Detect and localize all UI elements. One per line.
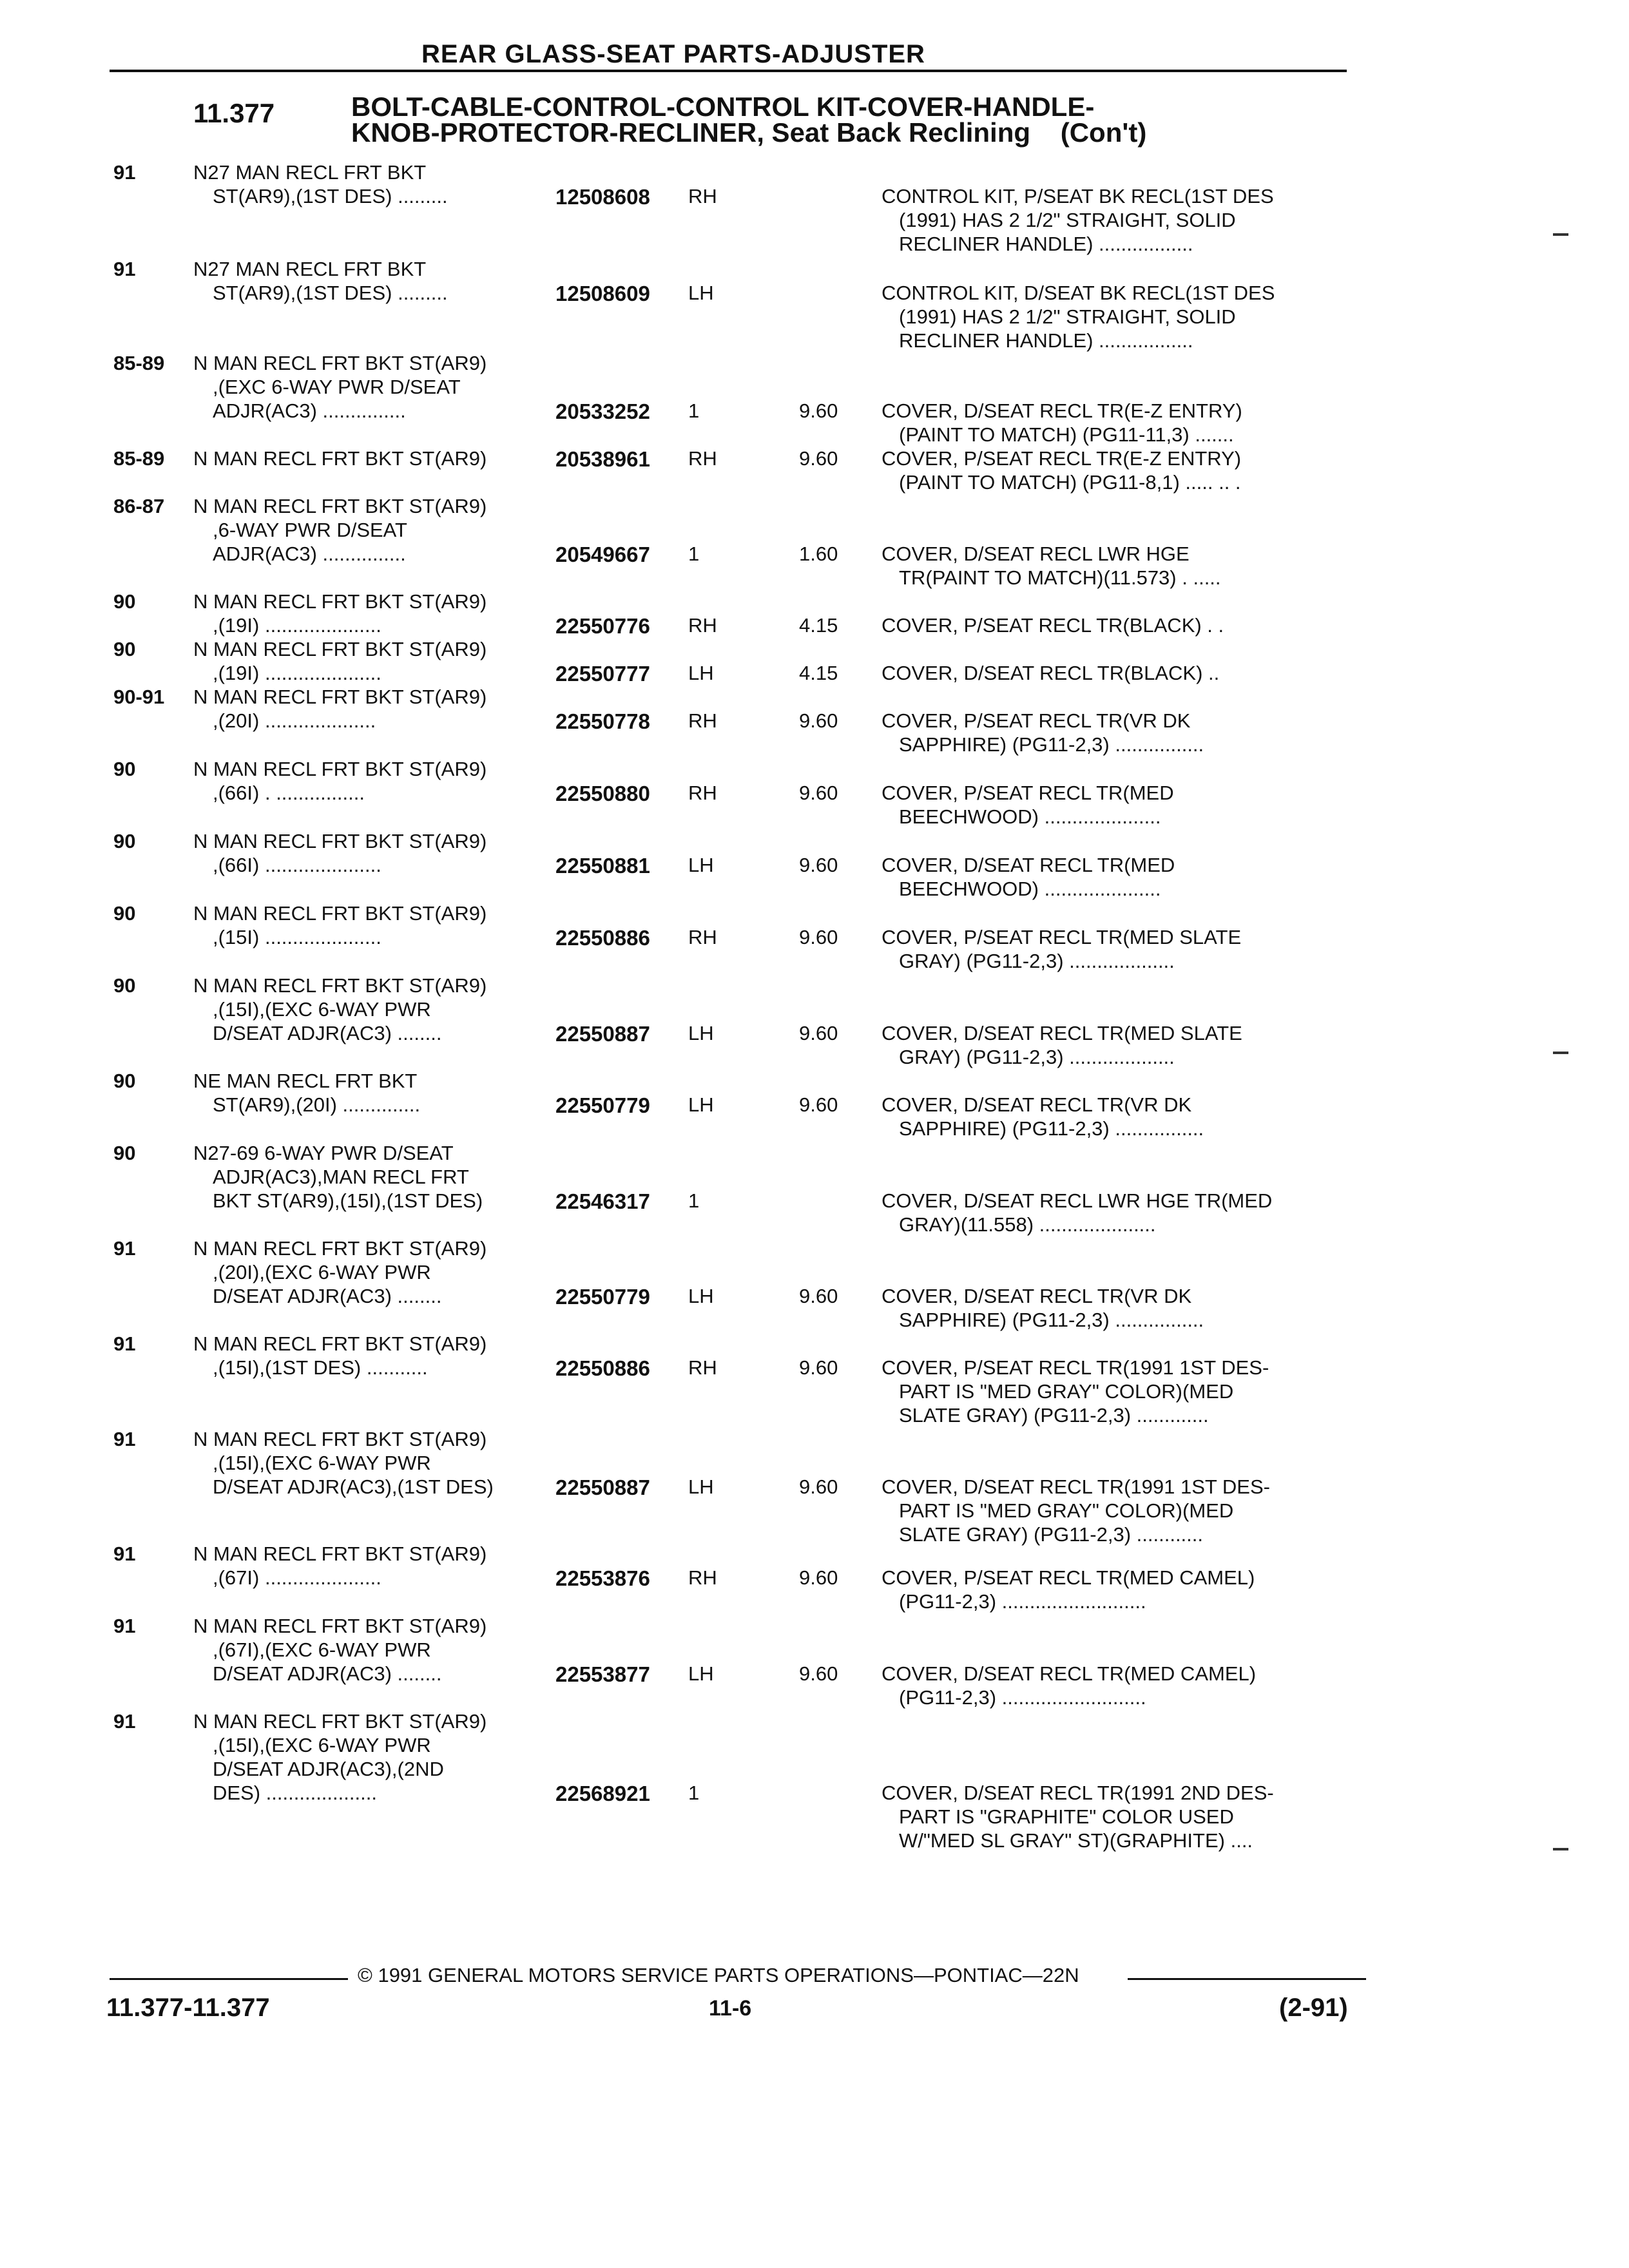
- quantity-side: RH: [688, 447, 717, 470]
- entry-line: [0, 878, 1418, 901]
- application-description: N MAN RECL FRT BKT ST(AR9): [193, 974, 487, 997]
- part-entry: [0, 1615, 1418, 1710]
- entry-line: [0, 1499, 1418, 1523]
- part-entry: [0, 447, 1418, 495]
- application-description: ADJR(AC3),MAN RECL FRT: [213, 1166, 469, 1188]
- model-year: 90: [113, 974, 136, 997]
- entry-line: [0, 1309, 1418, 1332]
- quantity-side: 1: [688, 1189, 700, 1212]
- entry-line: [0, 758, 1418, 782]
- model-year: 91: [113, 161, 136, 184]
- entry-line: [0, 1686, 1418, 1710]
- model-year: 85-89: [113, 352, 165, 374]
- entry-line: [0, 423, 1418, 447]
- model-year: 90: [113, 590, 136, 613]
- entry-line: [0, 1093, 1418, 1117]
- part-entry: [0, 1237, 1418, 1332]
- part-number: 22550886: [555, 1356, 650, 1380]
- quantity-side: LH: [688, 662, 714, 684]
- part-number: 22550887: [555, 1022, 650, 1046]
- entry-line: [0, 1356, 1418, 1380]
- entry-line: [0, 998, 1418, 1022]
- entry-line: [0, 1070, 1418, 1093]
- part-number: 22568921: [555, 1782, 650, 1805]
- part-entry: [0, 638, 1418, 686]
- part-description: CONTROL KIT, P/SEAT BK RECL(1ST DES: [882, 185, 1274, 207]
- part-description: PART IS "GRAPHITE" COLOR USED: [899, 1805, 1234, 1828]
- entry-line: [0, 1542, 1418, 1566]
- entry-line: [0, 733, 1418, 757]
- application-description: ST(AR9),(1ST DES) .........: [213, 282, 448, 304]
- entry-line: [0, 352, 1418, 376]
- application-description: N MAN RECL FRT BKT ST(AR9): [193, 1542, 487, 1565]
- margin-mark: [1553, 1052, 1568, 1054]
- part-description: CONTROL KIT, D/SEAT BK RECL(1ST DES: [882, 282, 1275, 304]
- application-description: N27 MAN RECL FRT BKT: [193, 161, 427, 184]
- price: 9.60: [799, 447, 838, 470]
- application-description: D/SEAT ADJR(AC3) ........: [213, 1662, 442, 1685]
- entry-line: [0, 1428, 1418, 1452]
- part-description: COVER, D/SEAT RECL TR(1991 2ND DES-: [882, 1782, 1274, 1804]
- quantity-side: RH: [688, 709, 717, 732]
- part-entry: [0, 974, 1418, 1070]
- part-entry: [0, 1142, 1418, 1237]
- part-number: 12508609: [555, 282, 650, 305]
- quantity-side: RH: [688, 1356, 717, 1379]
- entry-line: [0, 1332, 1418, 1356]
- part-description: COVER, D/SEAT RECL TR(VR DK: [882, 1285, 1192, 1307]
- entry-line: [0, 590, 1418, 614]
- model-year: 91: [113, 1428, 136, 1450]
- part-description: COVER, D/SEAT RECL TR(MED SLATE: [882, 1022, 1242, 1044]
- entry-line: [0, 161, 1418, 185]
- footer-date: (2-91): [1279, 1994, 1348, 2022]
- application-description: N MAN RECL FRT BKT ST(AR9): [193, 447, 487, 470]
- quantity-side: LH: [688, 1662, 714, 1685]
- part-description: COVER, P/SEAT RECL TR(1991 1ST DES-: [882, 1356, 1269, 1379]
- model-year: 90: [113, 1070, 136, 1092]
- application-description: ,(67I) .....................: [213, 1566, 381, 1589]
- application-description: N MAN RECL FRT BKT ST(AR9): [193, 902, 487, 925]
- part-description: SLATE GRAY) (PG11-2,3) ............: [899, 1523, 1204, 1546]
- application-description: N MAN RECL FRT BKT ST(AR9): [193, 590, 487, 613]
- entry-line: [0, 495, 1418, 519]
- quantity-side: LH: [688, 1475, 714, 1498]
- section-title-suffix: (Con't): [1060, 117, 1147, 148]
- entry-line: [0, 638, 1418, 662]
- entry-line: [0, 305, 1418, 329]
- entry-line: [0, 830, 1418, 854]
- price: 9.60: [799, 1022, 838, 1044]
- part-description: COVER, D/SEAT RECL TR(MED CAMEL): [882, 1662, 1257, 1685]
- model-year: 90: [113, 1142, 136, 1164]
- part-description: RECLINER HANDLE) .................: [899, 233, 1193, 255]
- application-description: N27 MAN RECL FRT BKT: [193, 258, 427, 280]
- entry-line: [0, 1452, 1418, 1475]
- part-entry: [0, 1542, 1418, 1614]
- part-description: (1991) HAS 2 1/2" STRAIGHT, SOLID: [899, 305, 1236, 328]
- part-number: 20533252: [555, 399, 650, 423]
- application-description: ,(66I) .....................: [213, 854, 381, 876]
- entry-line: [0, 1237, 1418, 1261]
- application-description: D/SEAT ADJR(AC3) ........: [213, 1022, 442, 1044]
- price: 9.60: [799, 1093, 838, 1116]
- part-entry: [0, 1070, 1418, 1141]
- entry-line: [0, 1046, 1418, 1070]
- application-description: N MAN RECL FRT BKT ST(AR9): [193, 1710, 487, 1733]
- application-description: NE MAN RECL FRT BKT: [193, 1070, 418, 1092]
- application-description: DES) ....................: [213, 1782, 377, 1804]
- application-description: N MAN RECL FRT BKT ST(AR9): [193, 352, 487, 374]
- margin-mark: [1553, 1848, 1568, 1850]
- quantity-side: LH: [688, 1022, 714, 1044]
- entry-line: [0, 471, 1418, 495]
- part-description: TR(PAINT TO MATCH)(11.573) . .....: [899, 566, 1221, 589]
- application-description: ADJR(AC3) ...............: [213, 543, 406, 565]
- entry-line: [0, 1566, 1418, 1590]
- entry-line: [0, 1285, 1418, 1309]
- part-number: 22550779: [555, 1285, 650, 1309]
- footer-rule-right: [1128, 1978, 1366, 1980]
- entry-line: [0, 974, 1418, 998]
- part-description: GRAY) (PG11-2,3) ...................: [899, 950, 1175, 972]
- entry-line: [0, 782, 1418, 805]
- quantity-side: RH: [688, 185, 717, 207]
- part-entry: [0, 352, 1418, 447]
- price: 4.15: [799, 662, 838, 684]
- part-entry: [0, 258, 1418, 353]
- application-description: N MAN RECL FRT BKT ST(AR9): [193, 1332, 487, 1355]
- entry-line: [0, 566, 1418, 590]
- model-year: 91: [113, 258, 136, 280]
- model-year: 90: [113, 638, 136, 660]
- part-number: 22550777: [555, 662, 650, 686]
- entry-line: [0, 614, 1418, 638]
- price: 9.60: [799, 1475, 838, 1498]
- part-entry: [0, 830, 1418, 901]
- entry-line: [0, 902, 1418, 926]
- entry-line: [0, 543, 1418, 566]
- entry-line: [0, 1261, 1418, 1285]
- part-description: GRAY) (PG11-2,3) ...................: [899, 1046, 1175, 1068]
- part-number: 22550881: [555, 854, 650, 878]
- application-description: ,(15I),(EXC 6-WAY PWR: [213, 1452, 431, 1474]
- part-description: COVER, P/SEAT RECL TR(MED CAMEL): [882, 1566, 1255, 1589]
- page-title: REAR GLASS-SEAT PARTS-ADJUSTER: [421, 40, 925, 68]
- entry-line: [0, 185, 1418, 209]
- part-description: COVER, D/SEAT RECL LWR HGE TR(MED: [882, 1189, 1273, 1212]
- entry-line: [0, 233, 1418, 256]
- part-description: (PG11-2,3) ..........................: [899, 1686, 1146, 1709]
- entry-line: [0, 1590, 1418, 1614]
- entry-line: [0, 519, 1418, 543]
- price: 9.60: [799, 1566, 838, 1589]
- price: 9.60: [799, 1662, 838, 1685]
- section-number: 11.377: [193, 98, 275, 128]
- entry-line: [0, 1662, 1418, 1686]
- part-description: W/"MED SL GRAY" ST)(GRAPHITE) ....: [899, 1829, 1253, 1852]
- part-description: COVER, D/SEAT RECL TR(MED: [882, 854, 1175, 876]
- part-number: 22550779: [555, 1093, 650, 1117]
- application-description: N MAN RECL FRT BKT ST(AR9): [193, 758, 487, 780]
- part-description: (PG11-2,3) ..........................: [899, 1590, 1146, 1613]
- price: 9.60: [799, 709, 838, 732]
- entry-line: [0, 1710, 1418, 1734]
- application-description: D/SEAT ADJR(AC3),(2ND: [213, 1758, 444, 1780]
- model-year: 90-91: [113, 686, 165, 708]
- entry-line: [0, 950, 1418, 974]
- application-description: D/SEAT ADJR(AC3) ........: [213, 1285, 442, 1307]
- price: 9.60: [799, 926, 838, 948]
- application-description: BKT ST(AR9),(15I),(1ST DES): [213, 1189, 483, 1212]
- price: 9.60: [799, 854, 838, 876]
- model-year: 90: [113, 758, 136, 780]
- part-number: 22553876: [555, 1566, 650, 1590]
- application-description: N MAN RECL FRT BKT ST(AR9): [193, 686, 487, 708]
- application-description: ADJR(AC3) ...............: [213, 399, 406, 422]
- part-number: 12508608: [555, 185, 650, 209]
- model-year: 91: [113, 1237, 136, 1260]
- part-entry: [0, 1710, 1418, 1853]
- part-number: 20549667: [555, 543, 650, 566]
- quantity-side: LH: [688, 282, 714, 304]
- quantity-side: LH: [688, 1093, 714, 1116]
- part-description: COVER, D/SEAT RECL TR(VR DK: [882, 1093, 1192, 1116]
- entry-line: [0, 1734, 1418, 1758]
- entry-line: [0, 1758, 1418, 1782]
- application-description: ,(20I) ....................: [213, 709, 376, 732]
- entry-line: [0, 1022, 1418, 1046]
- application-description: ,(EXC 6-WAY PWR D/SEAT: [213, 376, 461, 398]
- entry-line: [0, 329, 1418, 353]
- price: 1.60: [799, 543, 838, 565]
- entry-line: [0, 1380, 1418, 1404]
- part-description: COVER, P/SEAT RECL TR(BLACK) . .: [882, 614, 1224, 637]
- application-description: N27-69 6-WAY PWR D/SEAT: [193, 1142, 454, 1164]
- part-description: COVER, D/SEAT RECL TR(1991 1ST DES-: [882, 1475, 1270, 1498]
- application-description: N MAN RECL FRT BKT ST(AR9): [193, 830, 487, 852]
- application-description: D/SEAT ADJR(AC3),(1ST DES): [213, 1475, 494, 1498]
- part-number: 22550776: [555, 614, 650, 638]
- part-entry: [0, 902, 1418, 974]
- price: 4.15: [799, 614, 838, 637]
- part-description: COVER, P/SEAT RECL TR(MED SLATE: [882, 926, 1242, 948]
- entry-line: [0, 1189, 1418, 1213]
- quantity-side: 1: [688, 399, 700, 422]
- entry-line: [0, 1805, 1418, 1829]
- part-description: COVER, P/SEAT RECL TR(E-Z ENTRY): [882, 447, 1242, 470]
- part-entry: [0, 495, 1418, 590]
- model-year: 91: [113, 1710, 136, 1733]
- part-entry: [0, 1428, 1418, 1547]
- entry-line: [0, 686, 1418, 709]
- model-year: 91: [113, 1332, 136, 1355]
- quantity-side: LH: [688, 854, 714, 876]
- quantity-side: RH: [688, 782, 717, 804]
- part-description: SLATE GRAY) (PG11-2,3) .............: [899, 1404, 1209, 1427]
- part-description: PART IS "MED GRAY" COLOR)(MED: [899, 1499, 1234, 1522]
- model-year: 90: [113, 902, 136, 925]
- entry-line: [0, 1782, 1418, 1805]
- part-description: SAPPHIRE) (PG11-2,3) ................: [899, 733, 1204, 756]
- entry-line: [0, 662, 1418, 686]
- part-number: 22553877: [555, 1662, 650, 1686]
- application-description: ,(67I),(EXC 6-WAY PWR: [213, 1639, 431, 1661]
- application-description: ,(15I),(1ST DES) ...........: [213, 1356, 428, 1379]
- application-description: ,(15I),(EXC 6-WAY PWR: [213, 1734, 431, 1756]
- part-entry: [0, 161, 1418, 256]
- price: 9.60: [799, 399, 838, 422]
- application-description: ,6-WAY PWR D/SEAT: [213, 519, 407, 541]
- entry-line: [0, 1213, 1418, 1237]
- application-description: N MAN RECL FRT BKT ST(AR9): [193, 1615, 487, 1637]
- part-description: PART IS "MED GRAY" COLOR)(MED: [899, 1380, 1234, 1403]
- section-title-line2: KNOB-PROTECTOR-RECLINER, Seat Back Reclining: [351, 117, 1031, 148]
- part-description: (PAINT TO MATCH) (PG11-8,1) ..... .. .: [899, 471, 1241, 494]
- margin-mark: [1553, 233, 1568, 236]
- part-number: 22550886: [555, 926, 650, 950]
- part-description: COVER, D/SEAT RECL TR(E-Z ENTRY): [882, 399, 1242, 422]
- model-year: 90: [113, 830, 136, 852]
- model-year: 91: [113, 1615, 136, 1637]
- part-description: COVER, P/SEAT RECL TR(MED: [882, 782, 1174, 804]
- entry-line: [0, 1475, 1418, 1499]
- application-description: N MAN RECL FRT BKT ST(AR9): [193, 1428, 487, 1450]
- application-description: ,(19I) .....................: [213, 614, 381, 637]
- part-description: BEECHWOOD) .....................: [899, 878, 1161, 900]
- entry-line: [0, 399, 1418, 423]
- entry-line: [0, 258, 1418, 282]
- part-number: 22550778: [555, 709, 650, 733]
- model-year: 86-87: [113, 495, 165, 517]
- application-description: ST(AR9),(20I) ..............: [213, 1093, 421, 1116]
- application-description: ,(15I) .....................: [213, 926, 381, 948]
- entry-line: [0, 805, 1418, 829]
- entry-line: [0, 1142, 1418, 1166]
- part-description: RECLINER HANDLE) .................: [899, 329, 1193, 352]
- application-description: ST(AR9),(1ST DES) .........: [213, 185, 448, 207]
- entry-line: [0, 282, 1418, 305]
- part-number: 22550880: [555, 782, 650, 805]
- footer-section-range: 11.377-11.377: [106, 1994, 270, 2022]
- footer-rule-left: [110, 1978, 348, 1980]
- price: 9.60: [799, 782, 838, 804]
- application-description: ,(20I),(EXC 6-WAY PWR: [213, 1261, 431, 1283]
- part-entry: [0, 1332, 1418, 1428]
- part-description: COVER, P/SEAT RECL TR(VR DK: [882, 709, 1191, 732]
- price: 9.60: [799, 1356, 838, 1379]
- entry-line: [0, 1166, 1418, 1189]
- part-entry: [0, 686, 1418, 757]
- model-year: 85-89: [113, 447, 165, 470]
- entry-line: [0, 1829, 1418, 1853]
- part-number: 22550887: [555, 1475, 650, 1499]
- footer-copyright: © 1991 GENERAL MOTORS SERVICE PARTS OPERATIONS—PONTIAC—22N: [358, 1964, 1079, 1986]
- entry-line: [0, 854, 1418, 878]
- application-description: ,(19I) .....................: [213, 662, 381, 684]
- entry-line: [0, 209, 1418, 233]
- part-description: GRAY)(11.558) .....................: [899, 1213, 1156, 1236]
- entry-line: [0, 1615, 1418, 1639]
- quantity-side: 1: [688, 1782, 700, 1804]
- quantity-side: RH: [688, 1566, 717, 1589]
- part-description: BEECHWOOD) .....................: [899, 805, 1161, 828]
- part-description: SAPPHIRE) (PG11-2,3) ................: [899, 1117, 1204, 1140]
- part-entry: [0, 758, 1418, 829]
- entry-line: [0, 376, 1418, 399]
- quantity-side: 1: [688, 543, 700, 565]
- entry-line: [0, 447, 1418, 471]
- part-description: COVER, D/SEAT RECL LWR HGE: [882, 543, 1190, 565]
- part-number: 22546317: [555, 1189, 650, 1213]
- application-description: ,(66I) . ................: [213, 782, 365, 804]
- application-description: N MAN RECL FRT BKT ST(AR9): [193, 1237, 487, 1260]
- entry-line: [0, 709, 1418, 733]
- part-description: SAPPHIRE) (PG11-2,3) ................: [899, 1309, 1204, 1331]
- application-description: N MAN RECL FRT BKT ST(AR9): [193, 495, 487, 517]
- section-title-line1: BOLT-CABLE-CONTROL-CONTROL KIT-COVER-HANDLE-: [351, 91, 1095, 122]
- price: 9.60: [799, 1285, 838, 1307]
- footer-page-number: 11-6: [709, 1996, 752, 2021]
- quantity-side: RH: [688, 926, 717, 948]
- entry-line: [0, 1117, 1418, 1141]
- entry-line: [0, 1639, 1418, 1662]
- application-description: ,(15I),(EXC 6-WAY PWR: [213, 998, 431, 1021]
- entry-line: [0, 926, 1418, 950]
- quantity-side: LH: [688, 1285, 714, 1307]
- part-description: COVER, D/SEAT RECL TR(BLACK) ..: [882, 662, 1220, 684]
- entry-line: [0, 1404, 1418, 1428]
- model-year: 91: [113, 1542, 136, 1565]
- part-description: (1991) HAS 2 1/2" STRAIGHT, SOLID: [899, 209, 1236, 231]
- part-number: 20538961: [555, 447, 650, 471]
- part-description: (PAINT TO MATCH) (PG11-11,3) .......: [899, 423, 1234, 446]
- part-entry: [0, 590, 1418, 638]
- application-description: N MAN RECL FRT BKT ST(AR9): [193, 638, 487, 660]
- quantity-side: RH: [688, 614, 717, 637]
